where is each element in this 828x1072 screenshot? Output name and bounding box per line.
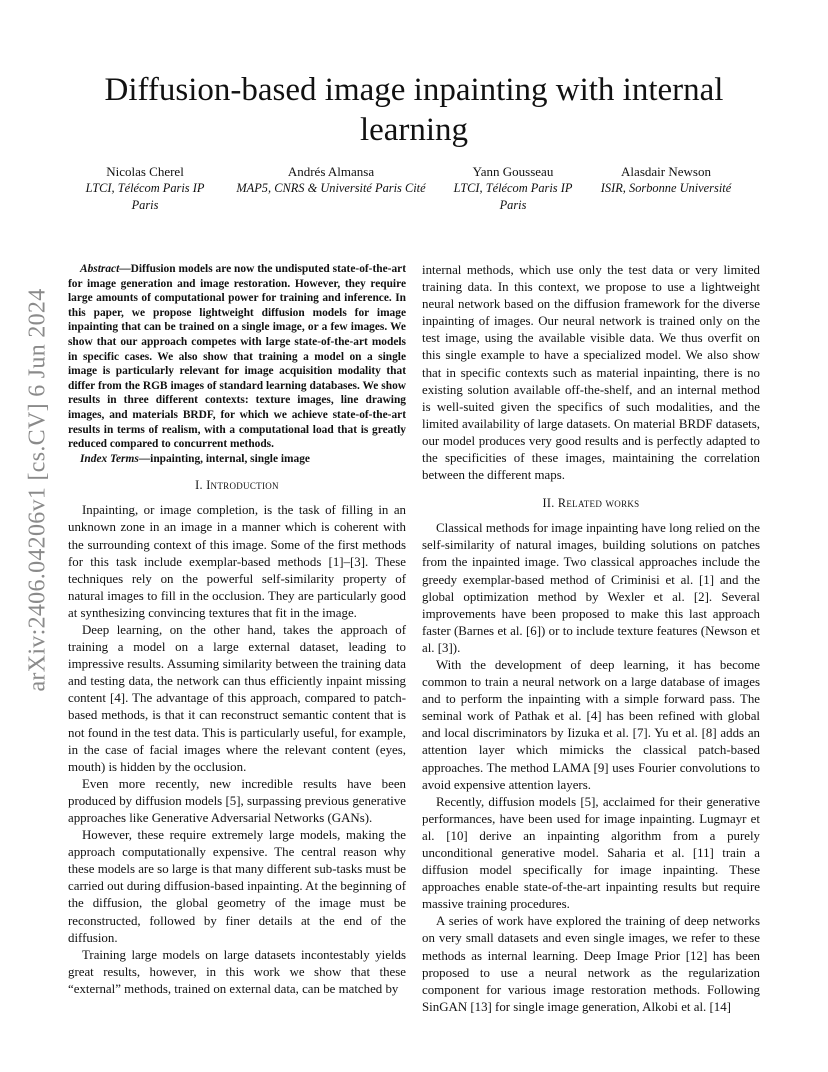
paragraph-continuation: internal methods, which use only the test data or very limited training data. In this context, we propose to use a lightweight neural network based on the diffusion framework for the diverse inpainting of images. Our neural network is trained only on the test image, using the available visible data. We thus overfit on this single example to have a specialized model. We also show that in specific contexts such as material inpainting, there is no existing solution available off-the-shelf, and an internal method is well-suited given the specifics of such modalities, and the limited availability of large datasets. On material BRDF datasets, our model produces very good results and is perfectly adapted to the specificities of these images, maintaining the correlation between the different maps. xyxy=(422,263,760,483)
paragraph: Even more recently, new incredible results have been produced by diffusion models [5], surpassing previous generative approaches like Generative Adversarial Networks (GANs). xyxy=(68,776,406,825)
right-column xyxy=(422,262,760,1016)
paragraph: Classical methods for image inpainting have long relied on the self-similarity of natural images, building solutions on patches from the inpainted image. Two classical approaches include the greedy exemplar-based method of Criminisi et al. [1] and the global optimization method by Wexler et al. [2]. Several improvements have been proposed to make this last approach faster (Barnes et al. [6]) or to include texture features (Newson et al. [3]). xyxy=(422,521,760,655)
author-affiliation: LTCI, Télécom Paris IP Paris xyxy=(85,181,205,212)
paragraph: A series of work have explored the training of deep networks on very small datasets and even single images, we refer to these methods as internal learning. Deep Image Prior [12] has been proposed to use a neural network as the regularization component for various image restoration methods. Following SinGAN [13] for single image generation, Alkobi et al. [14] xyxy=(422,914,760,1014)
section-title: Related works xyxy=(557,496,640,511)
author-block xyxy=(586,163,746,197)
section-heading-related-works xyxy=(422,495,760,512)
author-name: Alasdair Newson xyxy=(621,164,711,179)
author-block xyxy=(450,163,576,214)
author-name: Nicolas Cherel xyxy=(106,164,184,179)
paper-title: Diffusion-based image inpainting with internal learning xyxy=(104,72,724,148)
abstract-lead: Abstract xyxy=(80,263,120,275)
paragraph: Deep learning, on the other hand, takes the approach of training a model on a large external dataset, leading to impressive results. Assuming similarity between the training data and testing data, the network can thus efficiently inpaint missing content [4]. The advantage of this approach, compared to patch-based methods, is that it can reconstruct semantic content that is not found in the test data. This is particularly useful, for example, in the case of facial images where the relevant content (eyes, mouth) is hidden by the occlusion. xyxy=(68,622,406,774)
index-terms-text: —inpainting, internal, single image xyxy=(138,452,310,465)
author-affiliation: ISIR, Sorbonne Université xyxy=(600,181,732,195)
index-terms xyxy=(68,452,406,467)
abstract xyxy=(68,262,406,452)
paragraph: Inpainting, or image completion, is the task of filling in an unknown zone in an image in a manner which is coherent with the surrounding context of this image. Some of the first methods for this task include exemplar-based methods [1]–[3]. These techniques rely on the powerful self-similarity property of natural images to fill in the occlusion. They are particularly good at synthesizing convincing textures that fit in the image. xyxy=(68,503,406,620)
author-name: Andrés Almansa xyxy=(287,164,375,179)
author-affiliation: LTCI, Télécom Paris IP Paris xyxy=(453,181,573,212)
section-number: II. xyxy=(542,496,555,511)
left-column xyxy=(68,262,406,998)
index-terms-lead: Index Terms xyxy=(80,452,139,465)
abstract-text: —Diffusion models are now the undisputed state-of-the-art for image generation and image restoration. However, they require large amounts of computational power for training and inference. In this paper, we propose lightweight diffusion models for image inpainting that can be trained on a single image, or a few images. We show that our approach competes with large state-of-the-art models in specific cases. We also show that training a model on a single image is particularly relevant for image acquisition modality that differ from the RGB images of standard learning databases. We show results in three different contexts: texture images, line drawing images, and materials BRDF, for which we achieve state-of-the-art results in terms of realism, with a computational load that is greatly reduced compared to concurrent methods. xyxy=(68,263,406,451)
author-block xyxy=(216,163,446,197)
author-name: Yann Gousseau xyxy=(472,164,554,179)
section-number: I. xyxy=(195,478,203,493)
paragraph: Training large models on large datasets incontestably yields great results, however, in this work we show that these “external” methods, trained on external data, can be matched by xyxy=(68,947,406,996)
paragraph: Recently, diffusion models [5], acclaimed for their generative performances, have been used for image inpainting. Lugmayr et al. [10] derive an inpainting algorithm from a purely unconditional generative model. Saharia et al. [11] train a diffusion model specifically for image inpainting. These approaches enable state-of-the-art inpainting results but require massive training procedures. xyxy=(422,794,760,912)
author-affiliation: MAP5, CNRS & Université Paris Cité xyxy=(236,181,426,195)
section-heading-introduction xyxy=(68,477,406,494)
arxiv-side-label: arXiv:2406.04206v1 [cs.CV] 6 Jun 2024 xyxy=(24,288,51,692)
author-block xyxy=(80,163,210,214)
paragraph: However, these require extremely large models, making the approach computationally expensive. The central reason why these models are so large is that many different sub-tasks must be carried out during diffusion-based inpainting. At the beginning of the diffusion, the global geometry of the image must be reconstructed, followed by finer details at the end of the diffusion. xyxy=(68,828,406,945)
section-title: Introduction xyxy=(206,478,279,493)
paragraph: With the development of deep learning, it has become common to train a neural network on a large database of images and to perform the inpainting with a simple forward pass. The seminal work of Pathak et al. [4] has been refined with global and local discriminators by Iizuka et al. [7]. Yu et al. [8] adds an attention layer which mimicks the classical patch-based approaches. The method LAMA [9] uses Fourier convolutions to avoid expensive attention layers. xyxy=(422,657,760,792)
